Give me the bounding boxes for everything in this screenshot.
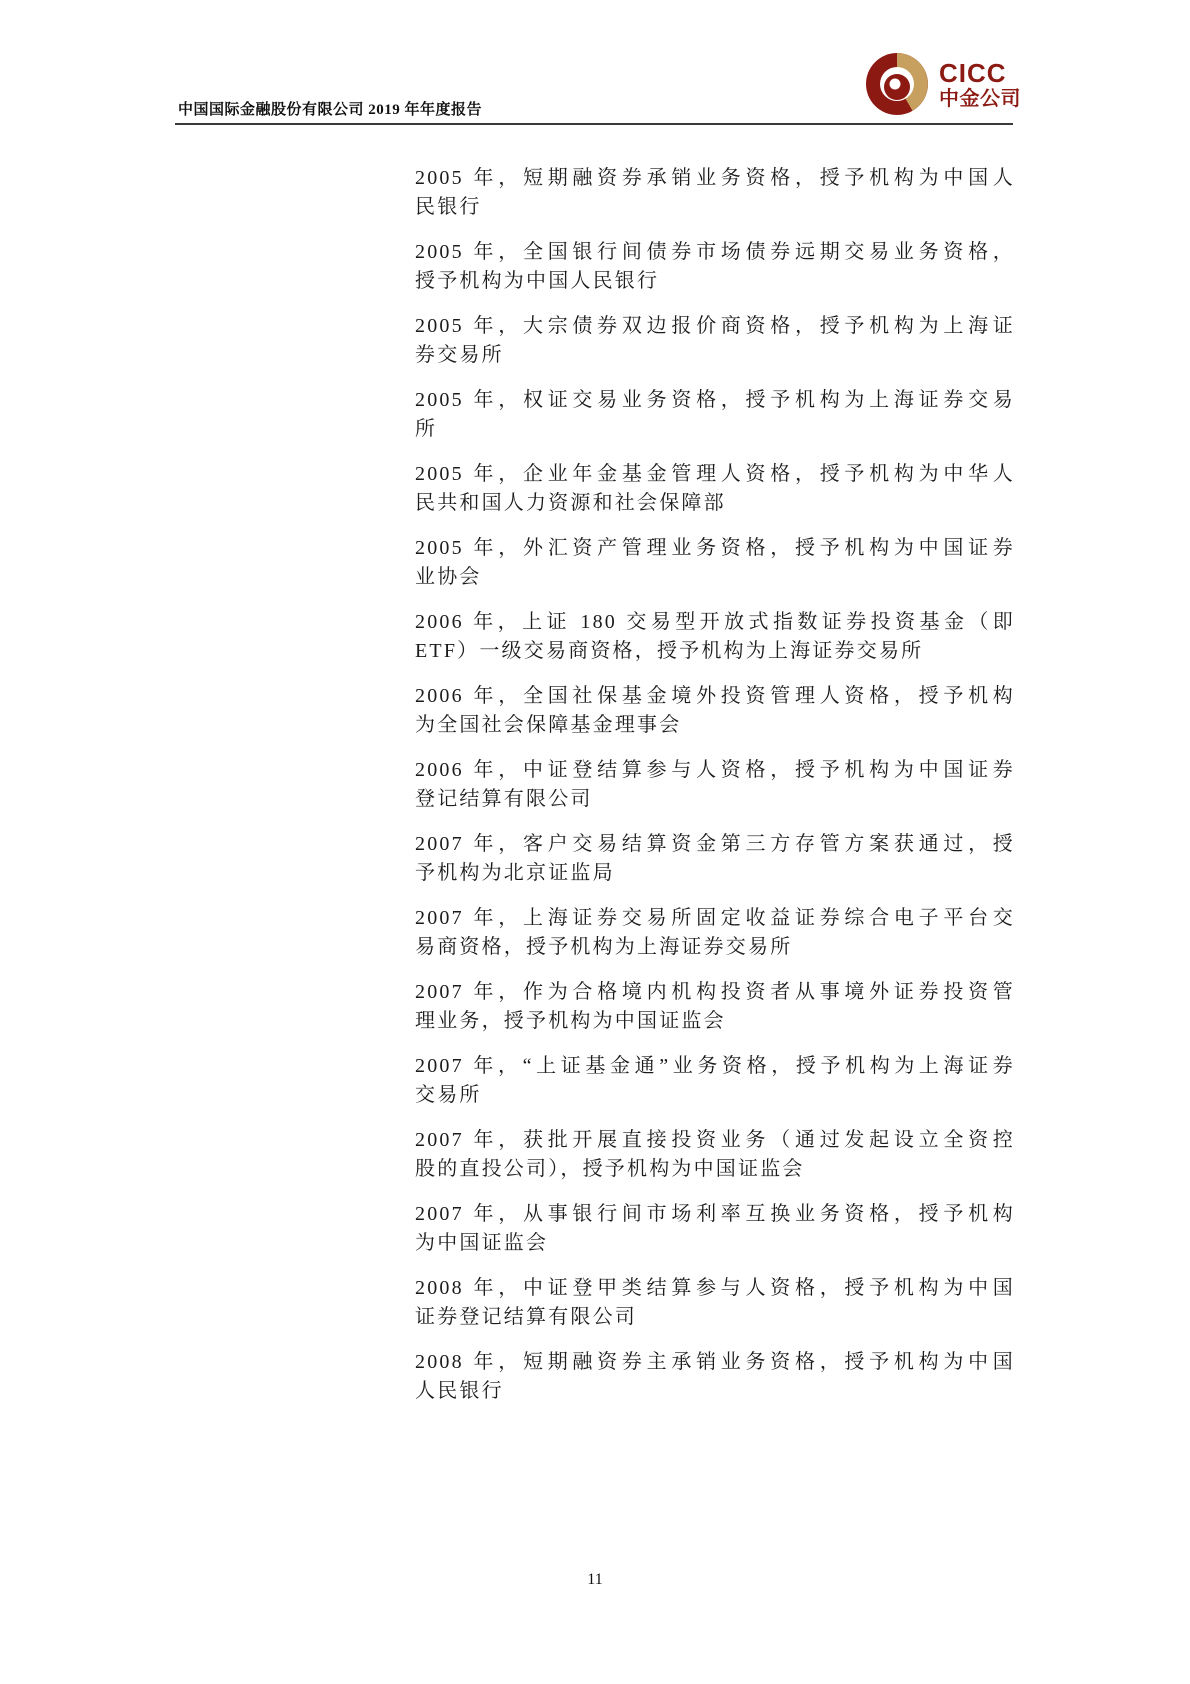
certification-item [415, 608, 1015, 666]
logo-wordmark [939, 57, 1021, 110]
certification-item [415, 460, 1015, 518]
cicc-logo-icon [866, 53, 928, 115]
certification-line: 人民银行 [415, 1380, 504, 1402]
certification-item [415, 904, 1015, 962]
certification-item [415, 1274, 1015, 1332]
certification-line: 2005 年，短期融资券承销业务资格，授予机构为中国人 [415, 167, 1015, 189]
certification-line: 所 [415, 418, 438, 440]
certification-line: 2007 年，作为合格境内机构投资者从事境外证券投资管 [415, 981, 1015, 1003]
certification-line: 登记结算有限公司 [415, 788, 593, 810]
certification-line: 2007 年，获批开展直接投资业务（通过发起设立全资控 [415, 1129, 1015, 1151]
certification-item [415, 830, 1015, 888]
certification-line: 民共和国人力资源和社会保障部 [415, 492, 726, 514]
page-number: 11 [587, 1571, 603, 1588]
certification-item [415, 682, 1015, 740]
certification-line: 民银行 [415, 196, 482, 218]
certification-line: 授予机构为中国人民银行 [415, 270, 660, 292]
certification-line: ETF）一级交易商资格，授予机构为上海证券交易所 [415, 640, 924, 662]
certification-item [415, 1126, 1015, 1184]
certification-line: 2007 年，上海证券交易所固定收益证券综合电子平台交 [415, 907, 1015, 929]
certification-line: 证券登记结算有限公司 [415, 1306, 637, 1328]
certification-line: 2008 年，短期融资券主承销业务资格，授予机构为中国 [415, 1351, 1015, 1373]
certification-line: 2006 年，上证 180 交易型开放式指数证券投资基金（即 [415, 611, 1015, 633]
certification-item [415, 1052, 1015, 1110]
logo-chinese-text: 中金公司 [939, 87, 1021, 110]
certification-line: 2005 年，大宗债券双边报价商资格，授予机构为上海证 [415, 315, 1015, 337]
certification-line: 2006 年，中证登结算参与人资格，授予机构为中国证券 [415, 759, 1015, 781]
certification-line: 2005 年，外汇资产管理业务资格，授予机构为中国证券 [415, 537, 1015, 559]
logo-latin-text: CICC [939, 57, 1007, 88]
certification-list [415, 164, 1015, 1422]
certification-line: 2005 年，企业年金基金管理人资格，授予机构为中华人 [415, 463, 1015, 485]
certification-line: 券交易所 [415, 344, 504, 366]
header-divider [175, 123, 1013, 125]
certification-line: 股的直投公司），授予机构为中国证监会 [415, 1158, 805, 1180]
certification-line: 为全国社会保障基金理事会 [415, 714, 682, 736]
certification-line: 予机构为北京证监局 [415, 862, 615, 884]
company-logo [866, 53, 1021, 115]
certification-item [415, 1200, 1015, 1258]
certification-line: 业协会 [415, 566, 482, 588]
certification-line: 2008 年，中证登甲类结算参与人资格，授予机构为中国 [415, 1277, 1015, 1299]
certification-line: 易商资格，授予机构为上海证券交易所 [415, 936, 793, 958]
certification-item [415, 386, 1015, 444]
certification-line: 2007 年，“上证基金通”业务资格，授予机构为上海证券 [415, 1055, 1015, 1077]
certification-line: 2006 年，全国社保基金境外投资管理人资格，授予机构 [415, 685, 1015, 707]
certification-line: 为中国证监会 [415, 1232, 549, 1254]
certification-item [415, 978, 1015, 1036]
certification-line: 交易所 [415, 1084, 482, 1106]
certification-line: 2005 年，全国银行间债券市场债券远期交易业务资格， [415, 241, 1015, 263]
certification-item [415, 238, 1015, 296]
certification-item [415, 164, 1015, 222]
certification-item [415, 1348, 1015, 1406]
certification-item [415, 312, 1015, 370]
certification-line: 2007 年，从事银行间市场利率互换业务资格，授予机构 [415, 1203, 1015, 1225]
certification-line: 理业务，授予机构为中国证监会 [415, 1010, 726, 1032]
report-header-title: 中国国际金融股份有限公司 2019 年年度报告 [178, 102, 483, 118]
certification-item [415, 756, 1015, 814]
certification-line: 2007 年，客户交易结算资金第三方存管方案获通过，授 [415, 833, 1015, 855]
certification-item [415, 534, 1015, 592]
certification-line: 2005 年，权证交易业务资格，授予机构为上海证券交易 [415, 389, 1015, 411]
